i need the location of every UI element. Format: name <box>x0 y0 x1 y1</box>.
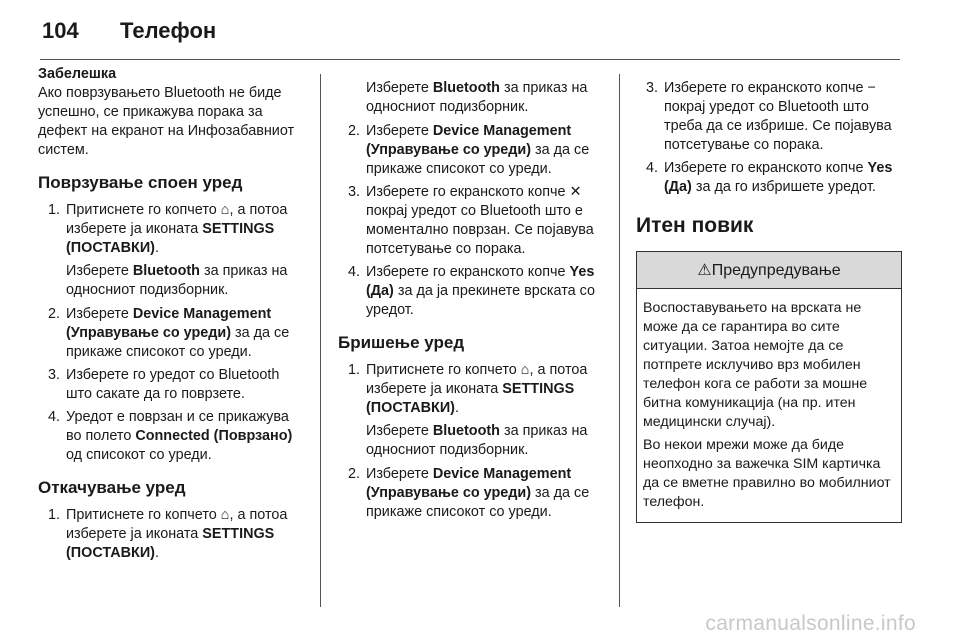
list-item-sub: Изберете Bluetooth за приказ на односниот подизборник. <box>366 80 588 115</box>
watermark: carmanualsonline.info <box>705 612 916 635</box>
section-heading-delete: Бришење уред <box>338 333 465 352</box>
warning-icon: ⚠ <box>697 262 712 279</box>
column-divider-1 <box>320 74 321 607</box>
page-number: 104 <box>42 18 79 43</box>
page-header <box>42 18 216 48</box>
list-item: 4. Изберете го екранското копче Yes (Да) за да го избришете уредот. <box>645 160 893 195</box>
list-item: 3. Изберете го екранското копче ✕ покрај уредот со Bluetooth што е моментално поврзан. Се појавува потсетување со порака. <box>347 184 594 257</box>
home-icon: ⌂ <box>220 507 230 523</box>
column-3 <box>636 65 902 523</box>
section-heading-emergency: Итен повик <box>636 214 754 237</box>
minus-icon: − <box>867 80 876 96</box>
header-divider <box>40 59 900 60</box>
column-1 <box>38 65 306 567</box>
list-item: 1. Притиснете го копчето ⌂, а потоа изберете ја иконата SETTINGS (ПОСТАВКИ). <box>347 362 588 416</box>
home-icon: ⌂ <box>520 362 530 378</box>
list-item: 4. Уредот е поврзан и се прикажува во полето Connected (Поврзано) од списокот со уреди. <box>47 409 293 463</box>
list-item-sub: Изберете Bluetooth за приказ на односниот подизборник. <box>366 423 588 458</box>
page-title: Телефон <box>120 18 217 43</box>
warning-body <box>637 289 901 522</box>
section-heading-disconnect: Откачување уред <box>38 478 186 497</box>
warning-title: Предупредување <box>711 262 841 279</box>
section-heading-connect: Поврзување споен уред <box>38 173 243 192</box>
list-item: 2. Изберете Device Management (Управување со уреди) за да се прикаже списокот со уреди. <box>347 123 590 177</box>
list-item: 2. Изберете Device Management (Управување со уреди) за да се прикаже списокот со уреди. <box>347 466 590 520</box>
list-item: 3. Изберете го екранското копче − покрај уредот со Bluetooth што треба да се избрише. Се појавува потсетување со порака. <box>645 80 892 153</box>
list-item: 2. Изберете Device Management (Управување со уреди) за да се прикаже списокот со уреди. <box>47 306 290 360</box>
list-item: 1. Притиснете го копчето ⌂, а потоа изберете ја иконата SETTINGS (ПОСТАВКИ). <box>47 202 288 256</box>
warning-box <box>636 251 902 523</box>
warning-header <box>637 252 901 289</box>
note-title: Забелешка <box>38 66 117 82</box>
list-item-sub: Изберете Bluetooth за приказ на односниот подизборник. <box>66 263 288 298</box>
list-item: 3. Изберете го уредот со Bluetooth што сакате да го поврзете. <box>47 367 280 402</box>
column-2 <box>338 65 608 526</box>
home-icon: ⌂ <box>220 202 230 218</box>
column-divider-2 <box>619 74 620 607</box>
warning-paragraph: Во некои мрежи може да биде неопходно за важечка SIM картичка да се вметне правилно во мобилниот телефон. <box>643 437 891 510</box>
list-item: 1. Притиснете го копчето ⌂, а потоа изберете ја иконата SETTINGS (ПОСТАВКИ). <box>47 507 288 561</box>
close-icon: ✕ <box>569 184 582 200</box>
note-text: Ако поврзувањето Bluetooth не биде успешно, се прикажува порака за дефект на екранот на Инфозабавниот систем. <box>38 85 295 158</box>
list-item: 4. Изберете го екранското копче Yes (Да) за да ја прекинете врската со уредот. <box>347 264 596 318</box>
warning-paragraph: Воспоставувањето на врската не може да се гарантира во сите ситуации. Затоа немојте да се потпрете исклучиво врз мобилен телефон кога се работи за мошне битна комуникација (на пр. итен медицински случај). <box>643 300 868 430</box>
